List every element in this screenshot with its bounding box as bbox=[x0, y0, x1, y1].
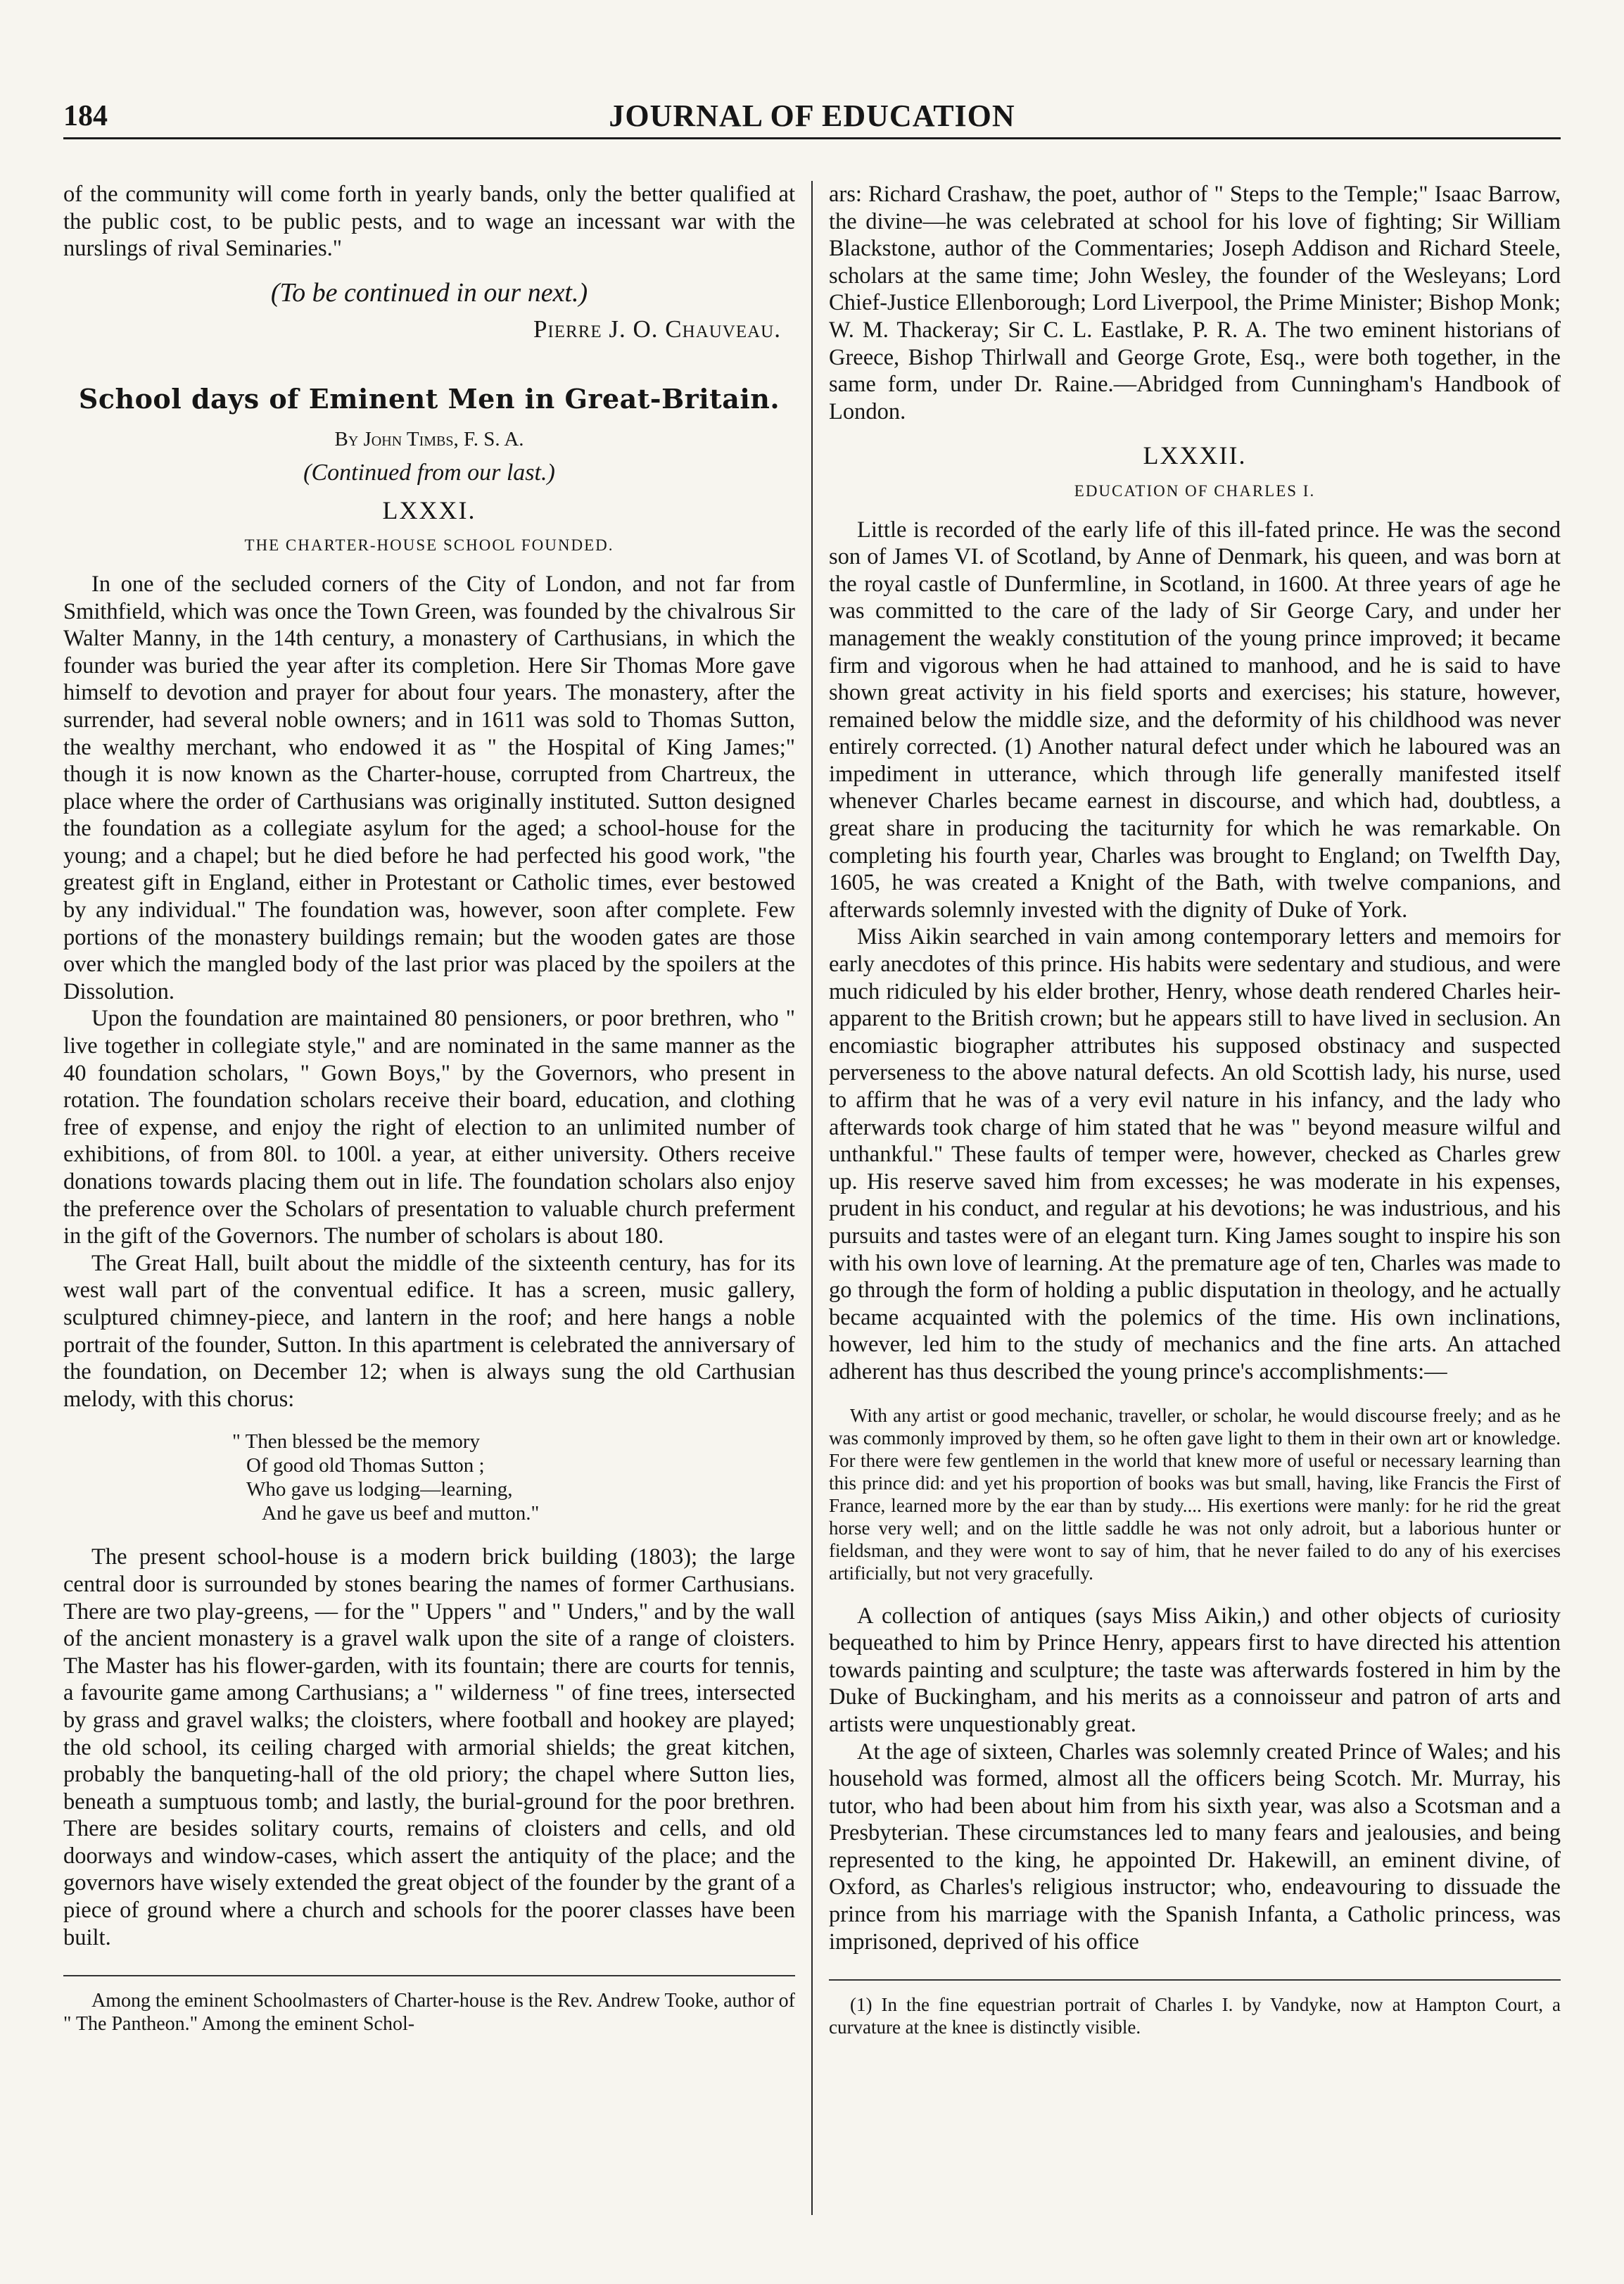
left-opening-paragraph: of the community will come forth in yearly bands, only the better qualified at the public cost, to be public pests, and to wage an incessant war with the nurslings of rival Seminaries." bbox=[63, 182, 795, 262]
right-opening-paragraph: ars: Richard Crashaw, the poet, author of " Steps to the Temple;" Isaac Barrow, the divine—he was celebrated at school for his love of fighting; Sir William Blackstone, author of the Commentaries; Joseph Addison and Richard Steele, scholars at the same time; John Wesley, the founder of the Wesleyans; Lord Chief-Justice Ellenborough; Lord Liverpool, the Prime Minister; Bishop Monk; W. M. Thackeray; Sir C. L. Eastlake, P. R. A. The two eminent historians of Greece, Bishop Thirlwall and George Grote, Esq., were both together, in the same form, under Dr. Raine.—Abridged from Cunningham's Handbook of London. bbox=[829, 182, 1561, 424]
section-rule bbox=[63, 1975, 795, 1976]
continued-note: (Continued from our last.) bbox=[303, 460, 555, 486]
paragraph: At the age of sixteen, Charles was solemnly created Prince of Wales; and his household was formed, almost all the officers being Scotch. Mr. Murray, his tutor, who had been about him from his sixth year, was also a Scotsman and a Presbyterian. These circumstances led to many fears and jealousies, and being represented to the king, he appointed Dr. Hakewill, an eminent divine, of Oxford, as Charles's religious instructor; who, endeavouring to dissuade the prince from his marriage with the Spanish Infanta, a Catholic princess, was imprisoned, deprived of his office bbox=[829, 1739, 1561, 1955]
paragraph: The present school-house is a modern brick building (1803); the large central door is surrounded by stones bearing the names of former Carthusians. There are two play-greens, — for the " Uppers " and " Unders," and by the wall of the ancient monastery is a gravel walk upon the site of a range of cloisters. The Master has his flower-garden, with its fountain; there are courts for tennis, a favourite game among Carthusians; a " wilderness " of fine trees, intersected by grass and gravel walks; the cloisters, where football and hookey are played; the old school, its ceiling charged with armorial shields; the great kitchen, probably the banqueting-hall of the old priory; the chapel where Sutton lies, beneath a sumptuous tomb; and lastly, the burial-ground for the poor brethren. There are besides solitary courts, remains of cloisters and cells, and old doorways and window-cases, which assert the antiquity of the place; and the governors have wisely extended the great object of the founder by the grant of a piece of ground where a church and schools for the poorer classes have been built. bbox=[63, 1544, 795, 1950]
quote-text: With any artist or good mechanic, traveller, or scholar, he would discourse freely; and as he was commonly improved by them, so he often gave light to them in their own art or knowledge. For there were few gentlemen in the world that knew more of useful or necessary learning than this prince did: and yet his proportion of books was but small, having, like Francis the First of France, learned more by the ear than by study.... His exertions were manly: for he rid the great horse very well; and on the little saddle he was not only adroit, but a laborious hunter or fieldsman, and they were wont to say of him, that he never failed to do any of his exercises artificially, but not very gracefully. bbox=[829, 1404, 1561, 1584]
journal-page bbox=[63, 74, 1561, 2214]
quoted-passage bbox=[829, 1404, 1561, 1584]
article-title: School days of Eminent Men in Great-Britain. bbox=[78, 382, 780, 415]
page-header bbox=[63, 74, 1561, 139]
right-column bbox=[829, 181, 1561, 2208]
poem-line: Of good old Thomas Sutton ; bbox=[246, 1454, 485, 1477]
column-divider bbox=[811, 181, 813, 2215]
closing-paragraph: Among the eminent Schoolmasters of Charter-house is the Rev. Andrew Tooke, author of " The Pantheon." Among the eminent Schol- bbox=[63, 1990, 795, 2036]
paragraph: A collection of antiques (says Miss Aikin,) and other objects of curiosity bequeathed to him by Prince Henry, appears first to have directed his attention towards painting and sculpture; the taste was afterwards fostered in him by the Duke of Buckingham, and his merits as a connoisseur and patron of arts and artists were unquestionably great. bbox=[829, 1603, 1561, 1737]
paragraph: Little is recorded of the early life of this ill-fated prince. He was the second son of James VI. of Scotland, by Anne of Denmark, his queen, and was born at the royal castle of Dunfermline, in Scotland, in 1600. At three years of age he was committed to the care of the lady of Sir George Cary, and under her management the weakly constitution of the young prince improved; it became firm and vigorous when he had attained to manhood, and he is said to have shown great activity in his field sports and exercises; his stature, however, remained below the middle size, and the deformity of his childhood was never entirely corrected. (1) Another natural defect under which he laboured was an impediment in utterance, which through life generally manifested itself whenever Charles became earnest in discourse, and which had, doubtless, a great share in producing the taciturnity for which he was remarkable. On completing his fourth year, Charles was brought to England; on Twelfth Day, 1605, he was created a Knight of the Bath, with twelve companions, and afterwards solemnly invested with the dignity of Duke of York. bbox=[829, 517, 1561, 923]
section-number-lxxxii: LXXXII. bbox=[1143, 441, 1247, 470]
paragraph: In one of the secluded corners of the City of London, and not far from Smithfield, which was once the Town Green, was founded by the chivalrous Sir Walter Manny, in the 14th century, a monastery of Carthusians, in which the founder was buried the year after its completion. Here Sir Thomas More gave himself to devotion and prayer for about four years. The monastery, after the surrender, had several noble owners; and in 1611 was sold to Thomas Sutton, the wealthy merchant, who endowed it as " the Hospital of King James;" though it is now known as the Charter-house, corrupted from Chartreux, the place where the order of Carthusians was originally instituted. Sutton designed the foundation as a collegiate asylum for the aged; a school-house for the young; and a chapel; but he died before he had perfected his good work, "the greatest gift in England, either in Protestant or Catholic times, ever bestowed by any individual." The foundation was, however, soon after complete. Few portions of the monastery buildings remain; but the wooden gates are those over which the mangled body of the last prior was placed by the spoilers at the Dissolution. bbox=[63, 571, 795, 1004]
two-column-body bbox=[63, 181, 1561, 2215]
article-byline: By John Timbs, F. S. A. bbox=[334, 427, 524, 450]
poem-line: And he gave us beef and mutton." bbox=[262, 1502, 540, 1525]
running-title: JOURNAL OF EDUCATION bbox=[609, 99, 1015, 133]
poem-line: " Then blessed be the memory bbox=[232, 1430, 480, 1453]
section-title-charles: EDUCATION OF CHARLES I. bbox=[1074, 481, 1316, 500]
footnote: (1) In the fine equestrian portrait of Charles I. by Vandyke, now at Hampton Court, a curvature at the knee is distinctly visible. bbox=[829, 1994, 1561, 2038]
paragraph: Miss Aikin searched in vain among contemporary letters and memoirs for early anecdotes of this prince. His habits were sedentary and studious, and were much ridiculed by his elder brother, Henry, whose death rendered Charles heir-apparent to the British crown; but he appears still to have lived in seclusion. An encomiastic biographer attributes his supposed obstinacy and suspected perverseness to the above natural defects. An old Scottish lady, his nurse, used to affirm that he was of a very evil nature in his infancy, and the lady who afterwards took charge of him stated that he was " beyond measure wilful and unthankful." These faults of temper were, however, checked as Charles grew up. His reserve saved him from excesses; he was moderate in his expenses, prudent in his conduct, and regular at his devotions; he was industrious, and his pursuits and tastes were of an elegant turn. King James sought to inspire his son with his own love of learning. At the premature age of ten, Charles was made to go through the form of holding a public disputation in theology, and he actually became acquainted with the polemics of the time. His own inclinations, however, led him to the study of mechanics and the fine arts. An attached adherent has thus described the young prince's accomplishments:— bbox=[829, 924, 1561, 1384]
chorus-poem bbox=[232, 1430, 795, 1525]
left-column bbox=[63, 181, 795, 2208]
page-number: 184 bbox=[63, 100, 108, 132]
section-title-charterhouse: THE CHARTER-HOUSE SCHOOL FOUNDED. bbox=[244, 536, 614, 555]
previous-article-author: Pierre J. O. Chauveau. bbox=[533, 315, 781, 343]
paragraph: The Great Hall, built about the middle of the sixteenth century, has for its west wall part of the conventual edifice. It has a screen, music gallery, sculptured chimney-piece, and lantern in the roof; and here hangs a noble portrait of the founder, Sutton. In this apartment is celebrated the anniversary of the foundation, on December 12; when is always sung the old Carthusian melody, with this chorus: bbox=[63, 1250, 795, 1412]
footnote-rule bbox=[829, 1979, 1561, 1981]
continuation-note: (To be continued in our next.) bbox=[270, 277, 588, 308]
section-number-lxxxi: LXXXI. bbox=[382, 496, 476, 524]
poem-line: Who gave us lodging—learning, bbox=[246, 1478, 513, 1501]
paragraph: Upon the foundation are maintained 80 pensioners, or poor brethren, who " live together in collegiate style," and are nominated in the same manner as the 40 foundation scholars, " Gown Boys," by the Governors, who present in rotation. The foundation scholars receive their board, education, and clothing free of expense, and enjoy the right of election to an unlimited number of exhibitions, of from 80l. to 100l. a year, at either university. Others receive donations towards placing them out in life. The foundation scholars also enjoy the preference over the Scholars of presentation to valuable church preferment in the gift of the Governors. The number of scholars is about 180. bbox=[63, 1006, 795, 1249]
